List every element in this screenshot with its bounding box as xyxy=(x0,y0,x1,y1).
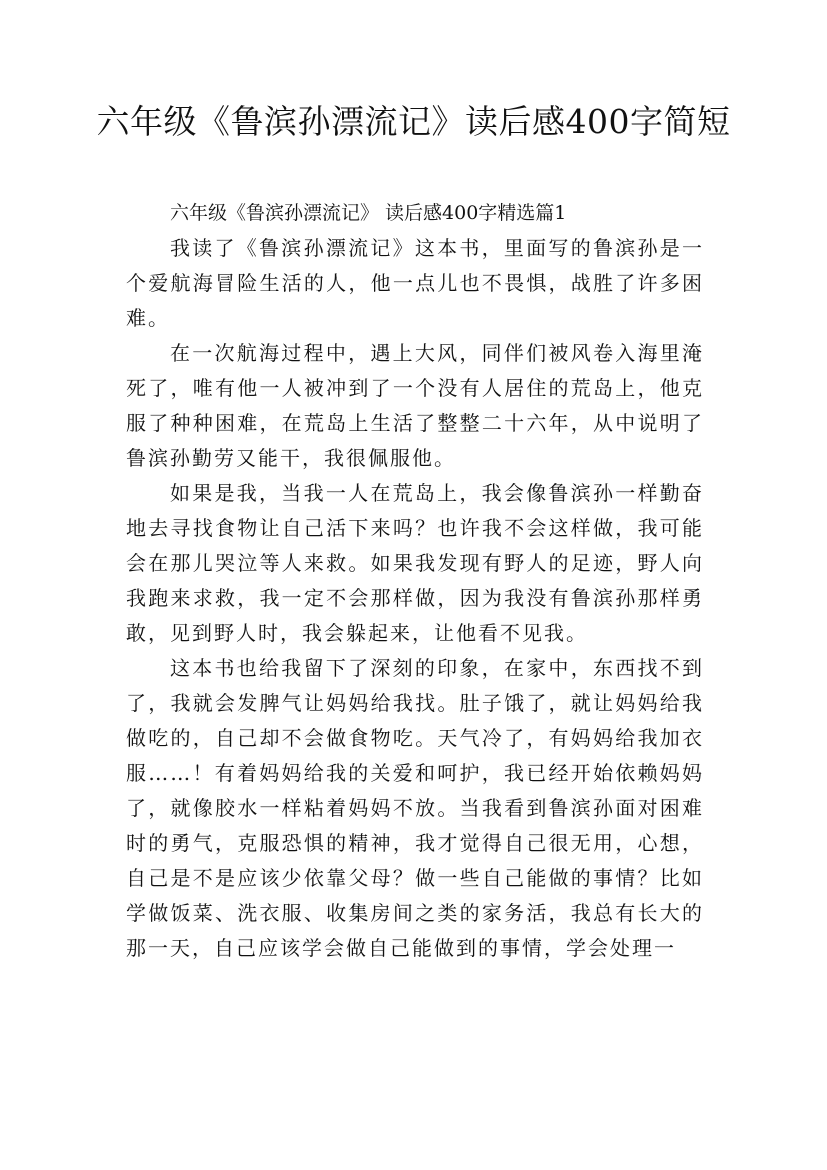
document-title: 六年级《鲁滨孙漂流记》读后感400字简短 xyxy=(96,102,731,141)
section-subtitle: 六年级《鲁滨孙漂流记》 读后感400字精选篇1 xyxy=(170,202,567,224)
paragraph-2: 在一次航海过程中，遇上大风，同伴们被风卷入海里淹死了，唯有他一人被冲到了一个没有人居住的荒岛上，他克服了种种困难，在荒岛上生活了整整二十六年，从中说明了鲁滨孙勤劳又能干，我很佩服他。 xyxy=(126,341,704,470)
paragraph-1: 我读了《鲁滨孙漂流记》这本书，里面写的鲁滨孙是一个爱航海冒险生活的人，他一点儿也不畏惧，战胜了许多困难。 xyxy=(126,236,704,330)
paragraph-4: 这本书也给我留下了深刻的印象，在家中，东西找不到了，我就会发脾气让妈妈给我找。肚子饿了，就让妈妈给我做吃的，自己却不会做食物吃。天气冷了，有妈妈给我加衣服……！有着妈妈给我的关爱和呵护，我已经开始依赖妈妈了，就像胶水一样粘着妈妈不放。当我看到鲁滨孙面对困难时的勇气，克服恐惧的精神，我才觉得自己很无用，心想，自己是不是应该少依靠父母？做一些自己能做的事情？比如学做饭菜、洗衣服、收集房间之类的家务活，我总有长大的那一天，自己应该学会做自己能做到的事情，学会处理一 xyxy=(126,656,704,960)
document-body xyxy=(126,196,704,966)
paragraph-3: 如果是我，当我一人在荒岛上，我会像鲁滨孙一样勤奋地去寻找食物让自己活下来吗？也许我不会这样做，我可能会在那儿哭泣等人来救。如果我发现有野人的足迹，野人向我跑来求救，我一定不会那样做，因为我没有鲁滨孙那样勇敢，见到野人时，我会躲起来，让他看不见我。 xyxy=(126,481,704,645)
